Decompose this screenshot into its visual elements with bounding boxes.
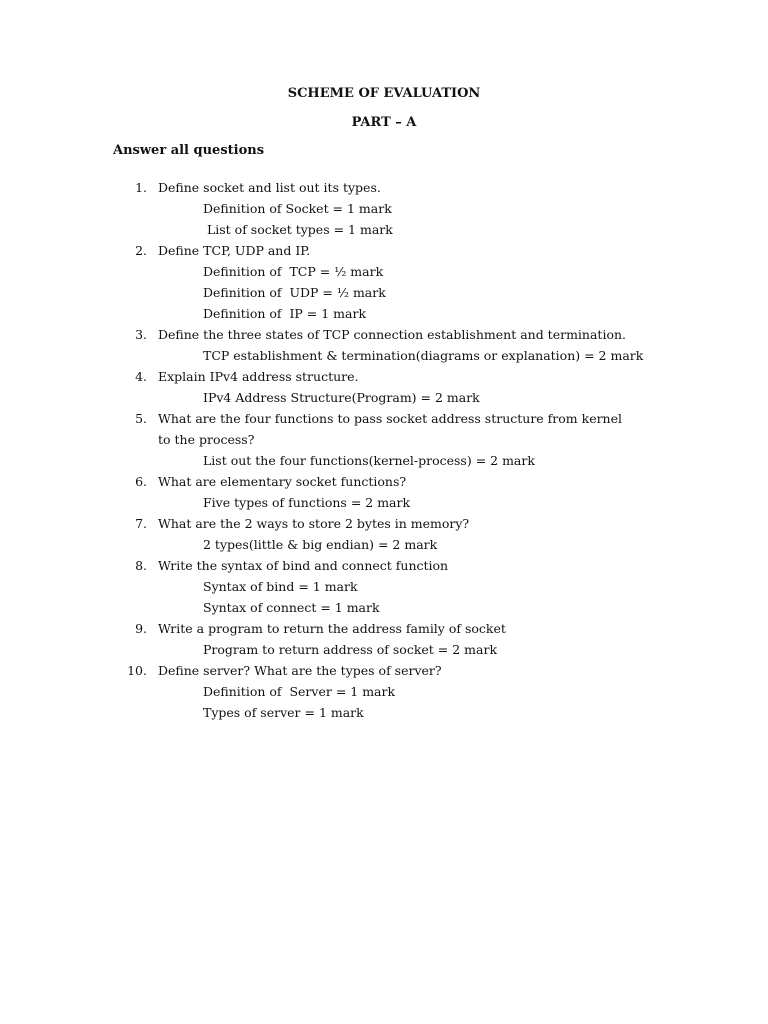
- document-title: SCHEME OF EVALUATION: [287, 86, 481, 101]
- question-number: 6.: [135, 474, 147, 489]
- question-text: Define socket and list out its types.: [158, 180, 381, 195]
- mark-criterion: Definition of TCP = ½ mark: [203, 264, 384, 279]
- mark-criterion: Definition of UDP = ½ mark: [203, 285, 386, 300]
- mark-criterion: IPv4 Address Structure(Program) = 2 mark: [203, 390, 480, 405]
- question-number: 8.: [135, 558, 147, 573]
- question-number: 5.: [135, 411, 147, 426]
- question-text: What are the four functions to pass socket address structure from kernel to the process?: [158, 411, 623, 447]
- mark-criterion: List of socket types = 1 mark: [203, 222, 393, 237]
- question-list: [0, 177, 768, 723]
- mark-criterion: Definition of IP = 1 mark: [203, 306, 367, 321]
- question-item: [0, 513, 768, 555]
- question-text: Define the three states of TCP connection establishment and termination.: [158, 327, 626, 342]
- question-item: [0, 324, 768, 366]
- mark-criterion: Definition of Server = 1 mark: [203, 684, 396, 699]
- question-number: 10.: [127, 663, 147, 678]
- mark-criterion: 2 types(little & big endian) = 2 mark: [203, 537, 438, 552]
- mark-criterion: Syntax of bind = 1 mark: [203, 579, 358, 594]
- question-text: What are the 2 ways to store 2 bytes in memory?: [158, 516, 470, 531]
- mark-criterion: TCP establishment & termination(diagrams or explanation) = 2 mark: [203, 348, 644, 363]
- question-number: 4.: [135, 369, 147, 384]
- question-text: Define server? What are the types of server?: [158, 663, 442, 678]
- question-text: Write the syntax of bind and connect function: [158, 558, 449, 573]
- question-text: Explain IPv4 address structure.: [158, 369, 359, 384]
- question-item: [0, 177, 768, 240]
- question-item: [0, 471, 768, 513]
- question-number: 3.: [135, 327, 147, 342]
- question-number: 1.: [135, 180, 147, 195]
- part-heading: PART – A: [351, 115, 417, 130]
- question-number: 9.: [135, 621, 147, 636]
- question-text: Define TCP, UDP and IP.: [158, 243, 311, 258]
- question-item: [0, 660, 768, 723]
- question-number: 7.: [135, 516, 147, 531]
- question-item: [0, 618, 768, 660]
- question-item: [0, 555, 768, 618]
- question-number: 2.: [135, 243, 147, 258]
- mark-criterion: Program to return address of socket = 2 mark: [203, 642, 498, 657]
- question-item: [0, 240, 768, 324]
- mark-criterion: Five types of functions = 2 mark: [203, 495, 411, 510]
- mark-criterion: List out the four functions(kernel-process) = 2 mark: [203, 453, 535, 468]
- question-item: [0, 366, 768, 408]
- mark-criterion: Syntax of connect = 1 mark: [203, 600, 380, 615]
- mark-criterion: Types of server = 1 mark: [203, 705, 364, 720]
- question-text: Write a program to return the address family of socket: [158, 621, 506, 636]
- question-text: What are elementary socket functions?: [158, 474, 407, 489]
- mark-criterion: Definition of Socket = 1 mark: [203, 201, 392, 216]
- question-item: [0, 408, 768, 471]
- instruction-text: Answer all questions: [113, 143, 265, 158]
